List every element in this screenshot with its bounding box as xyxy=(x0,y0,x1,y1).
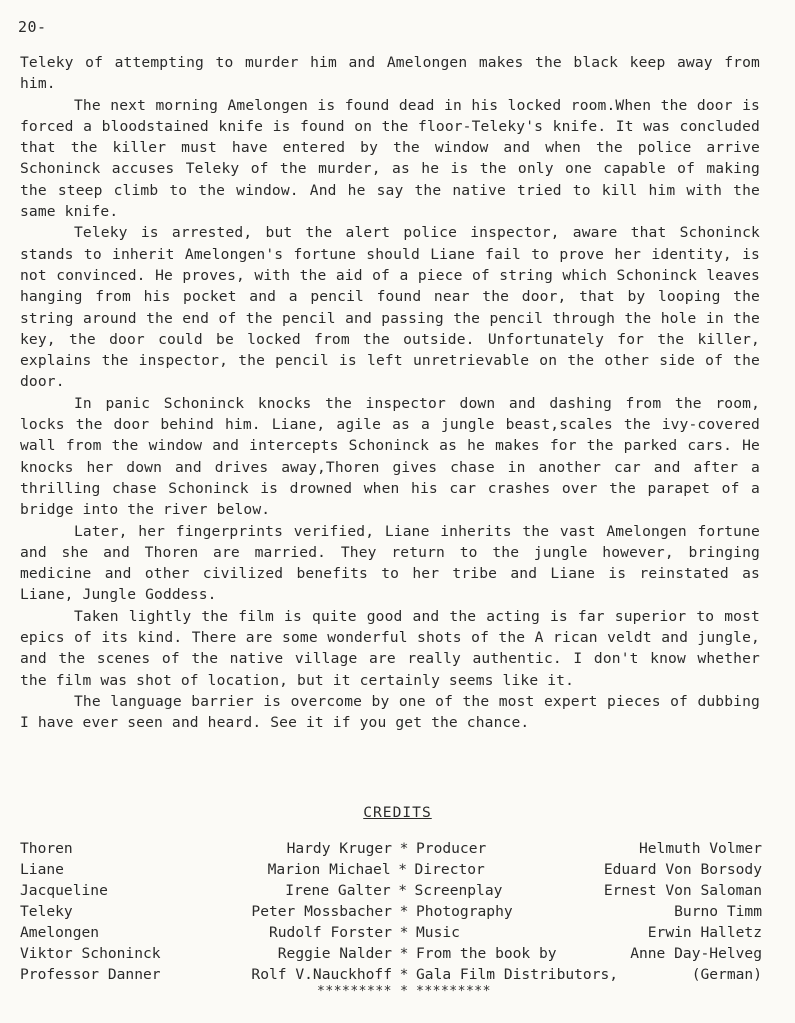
credit-separator: * xyxy=(398,861,407,878)
credit-job: Photography xyxy=(416,903,513,920)
credit-role: Professor Danner xyxy=(20,966,161,983)
credit-job: Director xyxy=(414,861,485,878)
credit-row xyxy=(20,859,762,880)
article-body xyxy=(20,52,760,734)
credit-role: Liane xyxy=(20,861,64,878)
stars-right: ********* xyxy=(416,984,491,999)
credit-actor: Reggie Nalder xyxy=(277,945,392,962)
credits-footer-stars xyxy=(20,985,762,999)
stars-left: ********* xyxy=(317,984,392,999)
paragraph: Teleky of attempting to murder him and Amelongen makes the black keep away from him. xyxy=(20,54,760,93)
credit-job: Producer xyxy=(416,840,487,857)
credit-job: From the book by xyxy=(416,945,557,962)
credit-actor: Peter Mossbacher xyxy=(251,903,392,920)
credit-actor: Rudolf Forster xyxy=(268,924,392,941)
credit-role: Amelongen xyxy=(20,924,100,941)
credit-job: Screenplay xyxy=(414,882,503,899)
credit-separator: * xyxy=(398,882,407,899)
credit-role: Jacqueline xyxy=(20,882,108,899)
credit-person: Helmuth Volmer xyxy=(638,840,762,857)
credit-row xyxy=(20,880,762,901)
credit-person: Burno Timm xyxy=(674,903,762,920)
paragraph: Taken lightly the film is quite good and the acting is far superior to most epics of its kind. There are some wonderful shots of the A rican veldt and jungle, and the scenes of the native village are really authentic. I don't know whether the film was shot of location, but it certainly seems like it. xyxy=(20,607,760,689)
credit-person: Ernest Von Saloman xyxy=(603,882,762,899)
credit-row xyxy=(20,838,762,859)
paragraph: The next morning Amelongen is found dead in his locked room.When the door is forced a bloodstained knife is found on the floor-Teleky's knife. It was concluded that the killer must have entered by the window and when the police arrive Schoninck accuses Teleky of the murder, as he is the only one capable of making the steep climb to the window. And he say the native tried to kill him with the same knife. xyxy=(20,96,760,221)
paragraph: In panic Schoninck knocks the inspector down and dashing from the room, locks the door behind him. Liane, agile as a jungle beast,scales the ivy-covered wall from the window and intercepts Schoninck as he makes for the parked cars. He knocks her down and drives away,Thoren gives chase in another car and after a thrilling chase Schoninck is drowned when his car crashes over the parapet of a bridge into the river below. xyxy=(20,394,760,519)
credit-job: Gala Film Distributors, xyxy=(416,966,619,983)
credit-person: (German) xyxy=(691,966,762,983)
credit-job: Music xyxy=(416,924,460,941)
stars-separator: * xyxy=(400,984,408,999)
credit-row xyxy=(20,964,762,985)
credit-actor: Rolf V.Nauckhoff xyxy=(251,966,392,983)
credit-separator: * xyxy=(399,924,409,941)
credit-actor: Hardy Kruger xyxy=(286,840,392,857)
credits-heading-text: CREDITS xyxy=(363,804,432,821)
credit-person: Erwin Halletz xyxy=(647,924,762,941)
credit-separator: * xyxy=(399,966,409,983)
credit-row xyxy=(20,922,762,943)
credit-role: Viktor Schoninck xyxy=(20,945,161,962)
paragraph: Teleky is arrested, but the alert police inspector, aware that Schoninck stands to inherit Amelongen's fortune should Liane fail to prove her identity, is not convinced. He proves, with the aid of a piece of string which Schoninck leaves hanging from his pocket and a pencil found near the door, that by looping the string around the end of the pencil and passing the pencil through the hole in the key, the door could be locked from the outside. Unfortunately for the killer, explains the inspector, the pencil is left unretrievable on the other side of the door. xyxy=(20,224,760,391)
credit-actor: Irene Galter xyxy=(285,882,391,899)
credit-person: Eduard Von Borsody xyxy=(603,861,762,878)
credit-separator: * xyxy=(399,840,409,857)
credit-separator: * xyxy=(399,945,409,962)
credit-row xyxy=(20,943,762,964)
credits-heading xyxy=(0,804,795,821)
credits-table xyxy=(20,838,762,985)
credit-row xyxy=(20,901,762,922)
credit-actor: Marion Michael xyxy=(267,861,391,878)
credit-separator: * xyxy=(399,903,409,920)
page-number: 20- xyxy=(18,18,47,36)
credit-role: Teleky xyxy=(20,903,73,920)
paragraph: Later, her fingerprints verified, Liane inherits the vast Amelongen fortune and she and Thoren are married. They return to the jungle however, bringing medicine and other civilized benefits to her tribe and Liane is reinstated as Liane, Jungle Goddess. xyxy=(20,522,760,604)
credit-role: Thoren xyxy=(20,840,73,857)
credit-person: Anne Day-Helveg xyxy=(630,945,762,962)
paragraph: The language barrier is overcome by one of the most expert pieces of dubbing I have ever seen and heard. See it if you get the chance. xyxy=(20,692,760,732)
